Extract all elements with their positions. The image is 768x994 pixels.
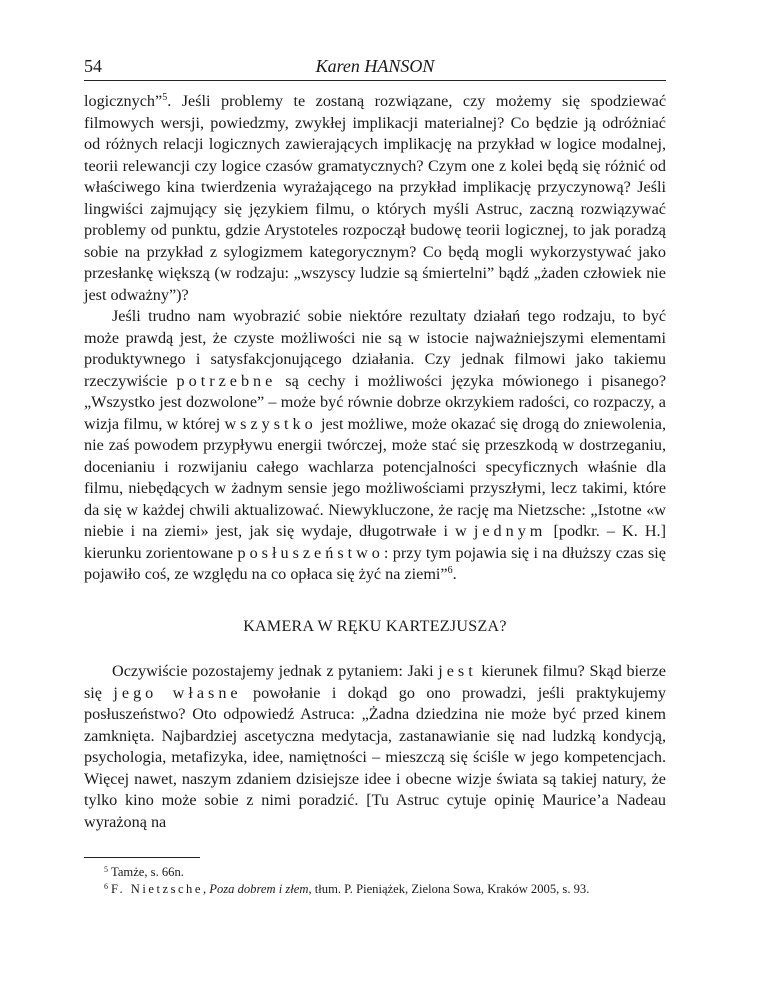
text-run: . (452, 565, 457, 583)
page (84, 56, 666, 898)
body-text (84, 91, 666, 833)
emphasis-text: potrzebne (176, 371, 277, 390)
footnote-5 (84, 864, 666, 881)
section-heading: KAMERA W RĘKU KARTEZJUSZA? (243, 617, 507, 635)
footnote-text: , tłum. P. Pieniążek, Zielona Sowa, Kraków 2005, s. 93. (308, 882, 590, 896)
running-head: Karen HANSON (315, 56, 435, 76)
footnote-ref-5[interactable]: 5 (162, 92, 168, 103)
emphasis-text: posłuszeństwo (237, 543, 384, 562)
page-number: 54 (84, 56, 102, 76)
emphasis-text: jego własne (113, 683, 242, 702)
text-run: . Jeśli problemy te zostaną rozwiązane, czy możemy się spodziewać filmowych wersji, powiedzmy, zwykłej implikacji materialnej? Co będzie ją odróżniać od różnych relacji logicznych zawierających implikację na przykład w logice modalnej, teorii relewancji czy logice czasów gramatycznych? Czym one z kolei będą się różnić od właściwego kina twierdzenia wyrażającego na przykład implikację przyczynową? Jeśli lingwiści zajmujący się językiem filmu, o których myśli Astruc, zaczną rozwiązywać problemy od punktu, gdzie Arystoteles rozpoczął budowę teorii logicznej, to jak poradzą sobie na przykład z sylogizmem kategorycznym? Co będą mogli wykorzystywać jako przesłankę większą (w rodzaju: „wszyscy ludzie są śmiertelni” bądź „żaden człowiek nie jest odważny”)? (84, 92, 666, 304)
footnote-text: Tamże, s. 66n. (111, 865, 184, 879)
footnote-divider (84, 857, 200, 858)
text-run: jest możliwe, może okazać się drogą do zniewolenia, nie zaś powodem przypływu energii twórczej, może stać się przeszkodą w dostrzeganiu, docenianiu i rozwijaniu całego wachlarza potencjalności specyficznych właśnie dla filmu, niebędących w żadnym sensie jego możliwościami przyszłymi, lecz takimi, które da się w każdej chwili aktualizować. Niewykluczone, że rację ma Nietzsche: „Istotne «w niebie i na ziemi» jest, jak się wydaje, długotrwałe i w (84, 414, 666, 540)
footnote-ref-6[interactable]: 6 (447, 565, 453, 576)
text-run: logicznych” (84, 92, 163, 110)
emphasis-text: jednym (473, 522, 547, 540)
emphasis-text: wszystko (224, 414, 317, 433)
paragraph-2 (84, 306, 666, 586)
text-run: powołanie i dokąd go ono prowadzi, jeśli praktykujemy posłuszeństwo? Oto odpowiedź Astruca: „Żadna dziedzina nie może być przed kinem zamknięta. Najbardziej ascetyczna medytacja, zastanawianie się nad ludzką kondycją, psychologia, metafizyka, idee, namiętności – mieszczą się ściśle w jego kompetencjach. Więcej nawet, naszym zdaniem dzisiejsze idee i obecne wizje świata są takiej natury, że tylko kino może sobie z nimi poradzić. [Tu Astruc cytuje opinię Maurice’a Nadeau wyrażoną na (84, 683, 666, 831)
footnote-title: Poza dobrem i złem (209, 882, 309, 896)
footnote-number: 6 (104, 882, 108, 891)
paragraph-1 (84, 91, 666, 306)
footnote-author: F. Nietzsche (111, 882, 203, 896)
footnote-number: 5 (104, 865, 108, 874)
footnotes (84, 864, 666, 898)
text-run: Jeśli trudno nam wyobrazić sobie niektóre rezultaty działań tego rodzaju, to być może prawdą jest, że czyste możliwości nie są w istocie najważniejszymi elementami produktywnego i satysfakcjonującego działania. Czy jednak filmowi jako takiemu rzeczywiście (84, 307, 666, 390)
text-run: Oczywiście pozostajemy jednak z pytaniem: Jaki (112, 662, 439, 680)
footnote-6: $^6$ F. Nietzsche, Poza dobrem i złem, tłum. P. Pieniążek, Zielona Sowa, Kraków 2005, s. 93. (104, 882, 590, 896)
text-run: kierunek filmu? Skąd bierze się (84, 662, 666, 702)
text-run: są cechy i możliwości języka mówionego i pisanego? „Wszystko jest dozwolone” – może być równie dobrze okrzykiem radości, co rozpaczy, a wizja filmu, w której (84, 371, 667, 433)
page-header (84, 56, 666, 81)
text-run: : przy tym pojawia się i na dłuższy czas się pojawiło coś, ze względu na co opłaca się żyć na ziemi” (84, 543, 666, 583)
emphasis-text: jest (438, 662, 477, 680)
text-run: [podkr. – K. H.] kierunku zorientowane (84, 522, 666, 562)
paragraph-3 (84, 661, 666, 833)
